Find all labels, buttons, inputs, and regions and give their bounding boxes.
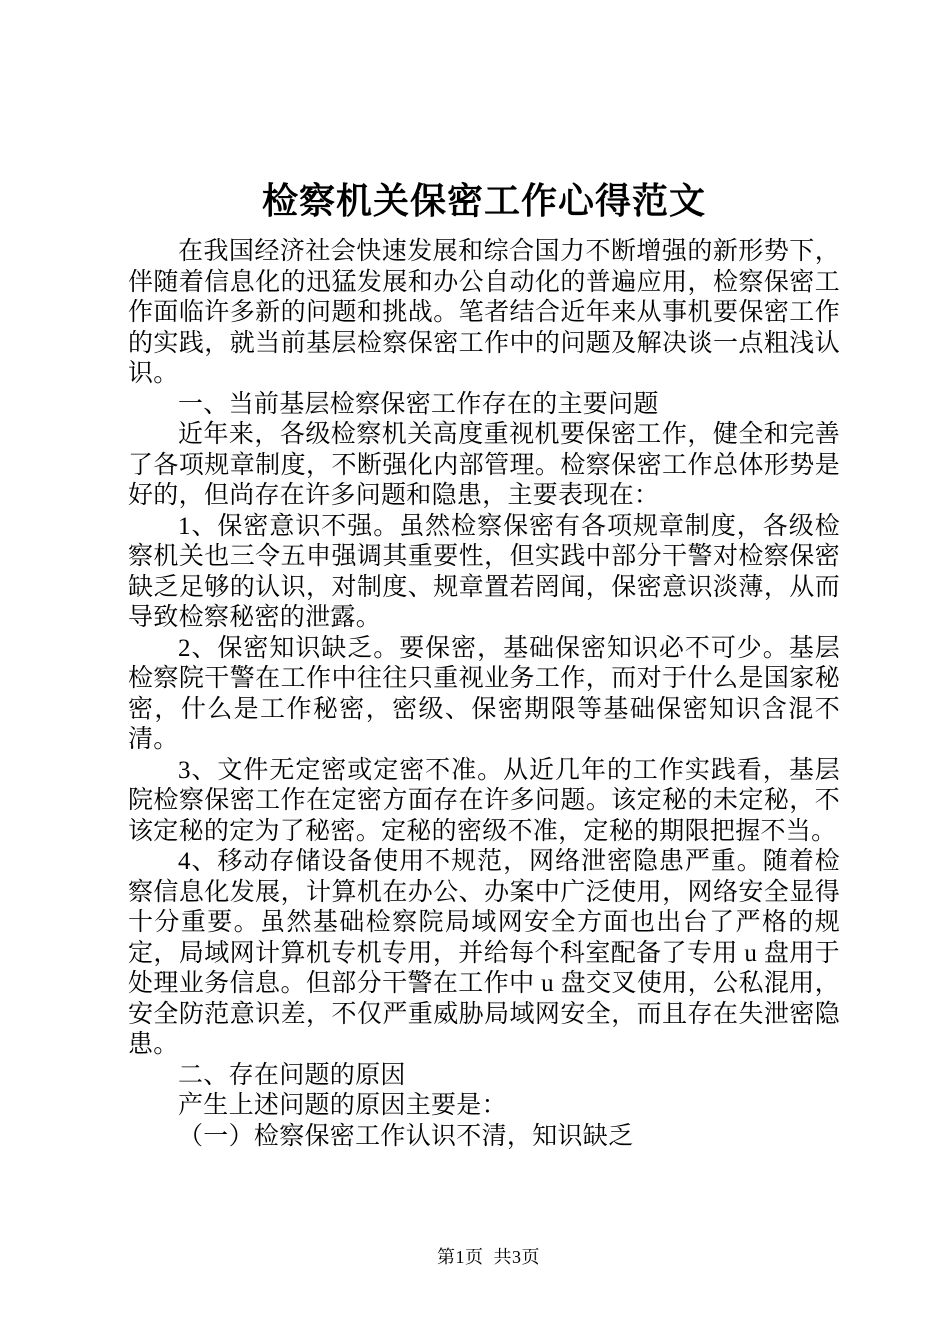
paragraph: 4、移动存储设备使用不规范，网络泄密隐患严重。随着检察信息化发展，计算机在办公、办案中广泛使用，网络安全显得十分重要。虽然基础检察院局域网安全方面也出台了严格的规定，局域网计算机专机专用，并给每个科室配备了专用 u 盘用于处理业务信息。但部分干警在工作中 u 盘交叉使用，公私混用，安全防范意识差，不仅严重威胁局域网安全，而且存在失泄密隐患。 [128, 848, 840, 1058]
document-title: 检察机关保密工作心得范文 [261, 181, 706, 221]
paragraph: 产生上述问题的原因主要是： [178, 1092, 507, 1119]
document-body [128, 237, 840, 1152]
paragraph: 一、当前基层检察保密工作存在的主要问题 [178, 390, 659, 418]
paragraph: 近年来，各级检察机关高度重视机要保密工作，健全和完善了各项规章制度，不断强化内部管理。检察保密工作总体形势是好的，但尚存在许多问题和隐患，主要表现在： [128, 421, 840, 509]
paragraph: 1、保密意识不强。虽然检察保密有各项规章制度，各级检察机关也三令五申强调其重要性，但实践中部分干警对检察保密缺乏足够的认识，对制度、规章置若罔闻，保密意识淡薄，从而导致检察秘密的泄露。 [128, 512, 840, 631]
paragraph: （一）检察保密工作认识不清，知识缺乏 [178, 1122, 634, 1150]
page-footer [437, 1243, 540, 1269]
paragraph: 2、保密知识缺乏。要保密，基础保密知识必不可少。基层检察院干警在工作中往往只重视业务工作，而对于什么是国家秘密，什么是工作秘密，密级、保密期限等基础保密知识含混不清。 [128, 634, 840, 753]
paragraph: 3、文件无定密或定密不准。从近几年的工作实践看，基层院检察保密工作在定密方面存在许多问题。该定秘的未定秘，不该定秘的定为了秘密。定秘的密级不准，定秘的期限把握不当。 [128, 756, 840, 845]
current-page-label: 第1页 [437, 1247, 484, 1267]
paragraph: 二、存在问题的原因 [178, 1061, 406, 1089]
total-pages-label: 共3页 [493, 1247, 540, 1267]
paragraph: 在我国经济社会快速发展和综合国力不断增强的新形势下，伴随着信息化的迅猛发展和办公自动化的普遍应用，检察保密工作面临许多新的问题和挑战。笔者结合近年来从事机要保密工作的实践，就当前基层检察保密工作中的问题及解决谈一点粗浅认识。 [128, 238, 840, 387]
